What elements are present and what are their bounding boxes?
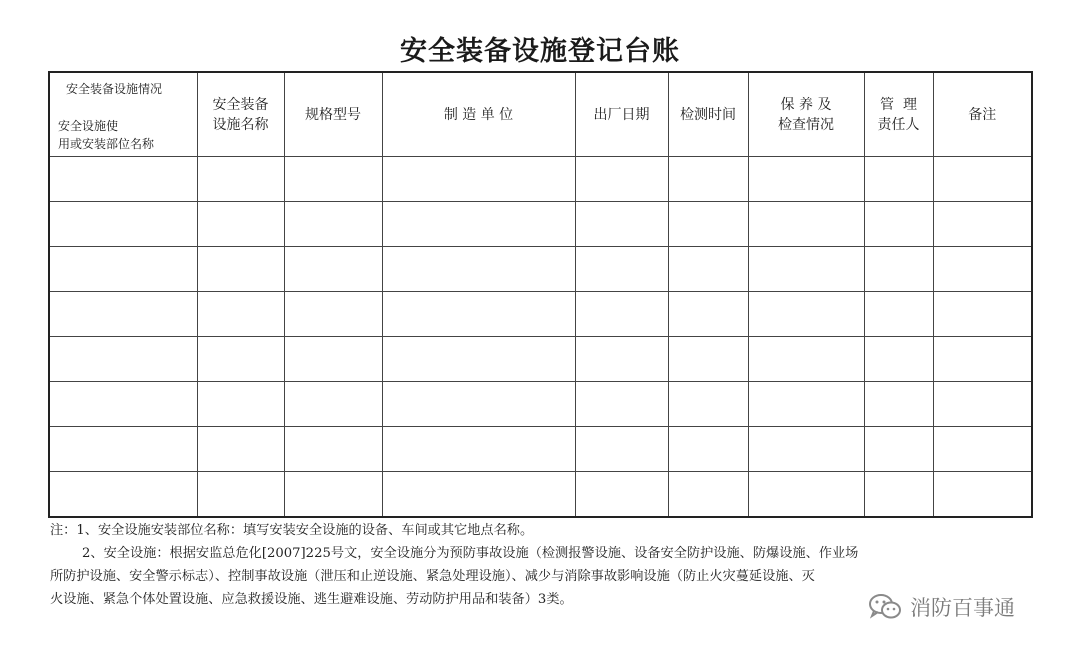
header-manufacturer <box>382 72 575 157</box>
table-cell[interactable] <box>284 472 382 518</box>
table-cell[interactable] <box>575 427 668 472</box>
table-cell[interactable] <box>933 382 1032 427</box>
table-cell[interactable] <box>575 292 668 337</box>
table-cell[interactable] <box>197 202 284 247</box>
note-line-3: 所防护设施、安全警示标志）、控制事故设施（泄压和止逆设施、紧急处理设施）、减少与消除事故影响设施（防止火灾蔓延设施、灭 <box>50 569 815 584</box>
header-line1: 保 养 及 <box>780 96 832 113</box>
corner-bottom-line1: 安全设施使 <box>58 119 119 133</box>
table-cell[interactable] <box>748 202 864 247</box>
table-cell[interactable] <box>864 382 933 427</box>
table-cell[interactable] <box>668 382 748 427</box>
table-cell[interactable] <box>933 247 1032 292</box>
header-line2: 设施名称 <box>212 116 269 133</box>
corner-top-label: 安全装备设施情况 <box>66 82 163 96</box>
table-cell[interactable] <box>284 337 382 382</box>
corner-header-cell <box>49 72 197 157</box>
table-cell[interactable] <box>49 427 197 472</box>
table-cell[interactable] <box>748 157 864 202</box>
table-cell[interactable] <box>575 382 668 427</box>
table-cell[interactable] <box>864 337 933 382</box>
table-cell[interactable] <box>49 157 197 202</box>
header-responsible-person <box>864 72 933 157</box>
header-line2: 责任人 <box>877 116 920 133</box>
wechat-icon <box>868 593 902 621</box>
table-cell[interactable] <box>748 247 864 292</box>
table-cell[interactable] <box>748 427 864 472</box>
table-cell[interactable] <box>864 292 933 337</box>
table-cell[interactable] <box>49 292 197 337</box>
table-cell[interactable] <box>933 472 1032 518</box>
table-cell[interactable] <box>668 292 748 337</box>
table-cell[interactable] <box>382 382 575 427</box>
header-line1: 出厂日期 <box>593 106 650 123</box>
table-cell[interactable] <box>197 337 284 382</box>
table-row <box>49 292 1032 337</box>
table-cell[interactable] <box>668 247 748 292</box>
table-cell[interactable] <box>197 292 284 337</box>
table-cell[interactable] <box>668 157 748 202</box>
table-cell[interactable] <box>933 427 1032 472</box>
ledger-table <box>48 71 1033 518</box>
table-cell[interactable] <box>575 472 668 518</box>
table-cell[interactable] <box>382 337 575 382</box>
table-cell[interactable] <box>49 337 197 382</box>
table-row <box>49 157 1032 202</box>
header-remarks <box>933 72 1032 157</box>
table-cell[interactable] <box>668 337 748 382</box>
header-line1: 管 理 <box>880 96 917 113</box>
table-cell[interactable] <box>49 202 197 247</box>
table-cell[interactable] <box>197 157 284 202</box>
table-cell[interactable] <box>197 382 284 427</box>
header-maintenance <box>748 72 864 157</box>
table-cell[interactable] <box>933 292 1032 337</box>
table-cell[interactable] <box>382 292 575 337</box>
table-cell[interactable] <box>284 247 382 292</box>
table-row <box>49 472 1032 518</box>
table-cell[interactable] <box>284 157 382 202</box>
header-facility-name <box>197 72 284 157</box>
table-cell[interactable] <box>382 202 575 247</box>
header-line1: 检测时间 <box>680 106 736 123</box>
table-cell[interactable] <box>49 382 197 427</box>
table-cell[interactable] <box>197 247 284 292</box>
table-cell[interactable] <box>382 472 575 518</box>
table-cell[interactable] <box>864 427 933 472</box>
table-cell[interactable] <box>933 157 1032 202</box>
table-cell[interactable] <box>864 247 933 292</box>
table-cell[interactable] <box>575 157 668 202</box>
table-cell[interactable] <box>668 427 748 472</box>
note-line-4: 火设施、紧急个体处置设施、应急救援设施、逃生避难设施、劳动防护用品和装备）3类。 <box>50 592 573 607</box>
corner-bottom-line2: 用或安装部位名称 <box>58 137 155 151</box>
header-line1: 备注 <box>968 106 997 123</box>
watermark-text: 消防百事通 <box>910 596 1015 620</box>
table-cell[interactable] <box>748 382 864 427</box>
table-cell[interactable] <box>284 382 382 427</box>
note-line-1: 注：1、安全设施安装部位名称：填写安装安全设施的设备、车间或其它地点名称。 <box>50 523 534 538</box>
header-model <box>284 72 382 157</box>
table-cell[interactable] <box>668 472 748 518</box>
table-cell[interactable] <box>864 202 933 247</box>
page-title: 安全装备设施登记台账 <box>400 36 680 67</box>
table-cell[interactable] <box>197 472 284 518</box>
table-cell[interactable] <box>197 427 284 472</box>
ledger-body <box>49 157 1032 518</box>
table-cell[interactable] <box>575 337 668 382</box>
table-cell[interactable] <box>284 292 382 337</box>
table-cell[interactable] <box>748 292 864 337</box>
header-row <box>49 72 1032 157</box>
table-cell[interactable] <box>284 202 382 247</box>
table-cell[interactable] <box>382 247 575 292</box>
table-cell[interactable] <box>49 247 197 292</box>
header-line2: 检查情况 <box>778 116 834 133</box>
table-row <box>49 382 1032 427</box>
header-inspection-time <box>668 72 748 157</box>
corner-bottom-label <box>58 117 198 153</box>
table-cell[interactable] <box>382 157 575 202</box>
table-cell[interactable] <box>575 247 668 292</box>
table-cell[interactable] <box>49 472 197 518</box>
table-cell[interactable] <box>668 202 748 247</box>
header-line1: 制 造 单 位 <box>443 106 514 123</box>
table-row <box>49 337 1032 382</box>
header-line1: 安全装备 <box>212 96 269 113</box>
table-row <box>49 247 1032 292</box>
table-cell[interactable] <box>382 427 575 472</box>
note-line-2: 2、安全设施：根据安监总危化[2007]225号文，安全设施分为预防事故设施（检测报警设施、设备安全防护设施、防爆设施、作业场 <box>82 546 859 561</box>
table-cell[interactable] <box>284 427 382 472</box>
table-cell[interactable] <box>864 157 933 202</box>
watermark <box>868 592 1015 622</box>
table-cell[interactable] <box>748 472 864 518</box>
table-row <box>49 202 1032 247</box>
table-cell[interactable] <box>933 337 1032 382</box>
table-row <box>49 427 1032 472</box>
table-cell[interactable] <box>575 202 668 247</box>
table-cell[interactable] <box>864 472 933 518</box>
header-line1: 规格型号 <box>305 106 361 123</box>
table-cell[interactable] <box>748 337 864 382</box>
header-production-date <box>575 72 668 157</box>
table-cell[interactable] <box>933 202 1032 247</box>
